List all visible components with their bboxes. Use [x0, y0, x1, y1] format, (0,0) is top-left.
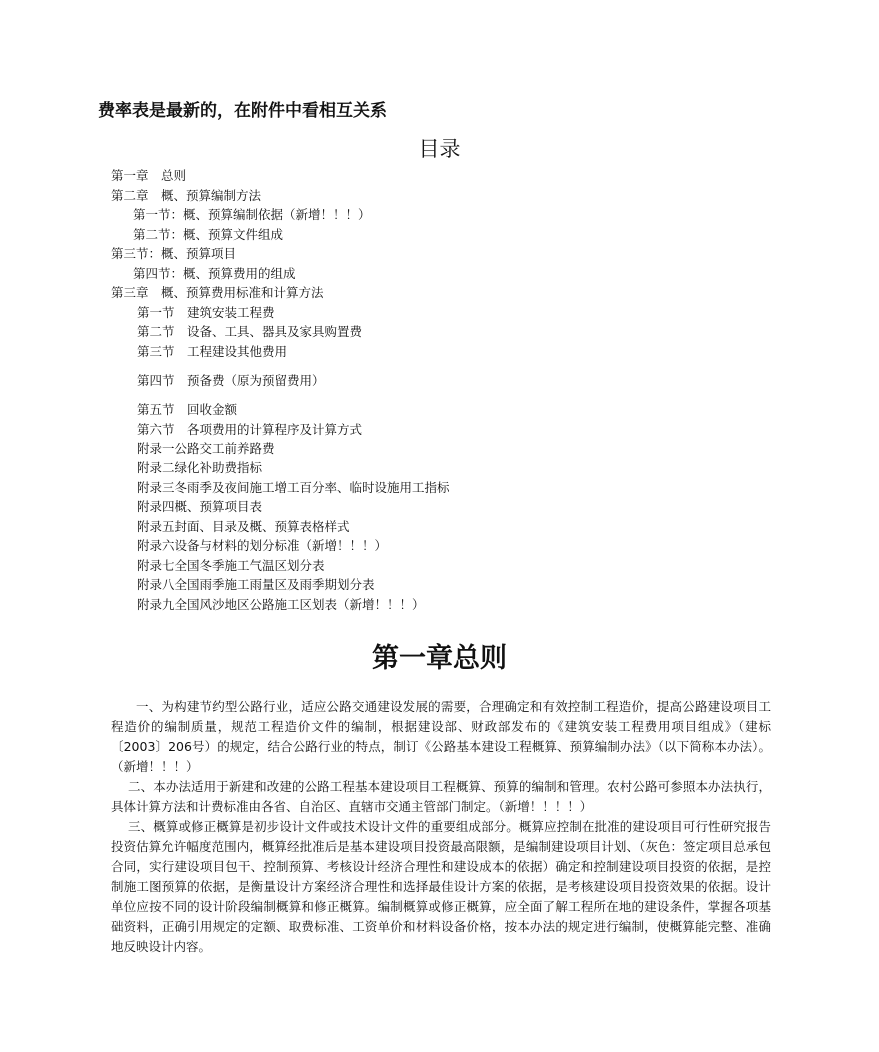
- toc-item: 附录一公路交工前养路费: [137, 441, 275, 456]
- header-note: 费率表是最新的，在附件中看相互关系: [98, 101, 387, 121]
- toc-item: 第三节：概、预算项目: [111, 246, 237, 261]
- chapter-heading: 第一章总则: [372, 643, 507, 674]
- toc-item: 第六节 各项费用的计算程序及计算方式: [137, 422, 363, 437]
- toc-item: 第二节：概、预算文件组成: [133, 227, 284, 242]
- toc-item: 第五节 回收金额: [137, 402, 238, 417]
- paragraph: 二、本办法适用于新建和改建的公路工程基本建设项目工程概算、预算的编制和管理。农村公路可参照本办法执行，具体计算方法和计费标准由各省、自治区、直辖市交通主管部门制定。（新增！！！！）: [111, 779, 771, 814]
- toc-item: 附录六设备与材料的划分标准（新增！！！）: [137, 538, 388, 553]
- toc-item: 第一章 总则: [111, 168, 187, 183]
- paragraph: 一、为构建节约型公路行业，适应公路交通建设发展的需要，合理确定和有效控制工程造价，提高公路建设项目工程造价的编制质量，规范工程造价文件的编制，根据建设部、财政部发布的《建筑安装工程费用项目组成》（建标〔2003〕206号）的规定，结合公路行业的特点，制订《公路基本建设工程概算、预算编制办法》（以下简称本办法）。（新增！！！）: [111, 699, 771, 774]
- toc-item: 第三章 概、预算费用标准和计算方法: [111, 285, 324, 300]
- toc-item: 附录三冬雨季及夜间施工增工百分率、临时设施用工指标: [137, 480, 450, 495]
- toc-item: 第三节 工程建设其他费用: [137, 344, 288, 359]
- toc-item: 第二节 设备、工具、器具及家具购置费: [137, 324, 363, 339]
- toc-title: 目录: [418, 137, 461, 161]
- toc-item: 第一节 建筑安装工程费: [137, 305, 275, 320]
- toc-item: 第一节：概、预算编制依据（新增！！！）: [133, 207, 371, 222]
- toc-item: 附录九全国风沙地区公路施工区划表（新增！！！）: [137, 597, 425, 612]
- toc-item: 第二章 概、预算编制方法: [111, 188, 262, 203]
- toc-item: 第四节：概、预算费用的组成: [133, 266, 296, 281]
- toc-item: 附录二绿化补助费指标: [137, 460, 263, 475]
- toc-item: 附录七全国冬季施工气温区划分表: [137, 558, 325, 573]
- toc-item: 附录八全国雨季施工雨量区及雨季期划分表: [137, 577, 375, 592]
- paragraph: 三、概算或修正概算是初步设计文件或技术设计文件的重要组成部分。概算应控制在批准的建设项目可行性研究报告投资估算允许幅度范围内，概算经批准后是基本建设项目投资最高限额，是编制建设项目计划、（灰色：签定项目总承包合同，实行建设项目包干、控制预算、考核设计经济合理性和建设成本的依据）确定和控制建设项目投资的依据，是控制施工图预算的依据，是衡量设计方案经济合理性和选择最佳设计方案的依据，是考核建设项目投资效果的依据。设计单位应按不同的设计阶段编制概算和修正概算。编制概算或修正概算，应全面了解工程所在地的建设条件，掌握各项基础资料，正确引用规定的定额、取费标准、工资单价和材料设备价格，按本办法的规定进行编制，使概算能完整、准确地反映设计内容。: [111, 819, 771, 954]
- toc-item: 附录五封面、目录及概、预算表格样式: [137, 519, 350, 534]
- toc-item: 第四节 预备费（原为预留费用）: [137, 373, 325, 388]
- toc-item: 附录四概、预算项目表: [137, 499, 263, 514]
